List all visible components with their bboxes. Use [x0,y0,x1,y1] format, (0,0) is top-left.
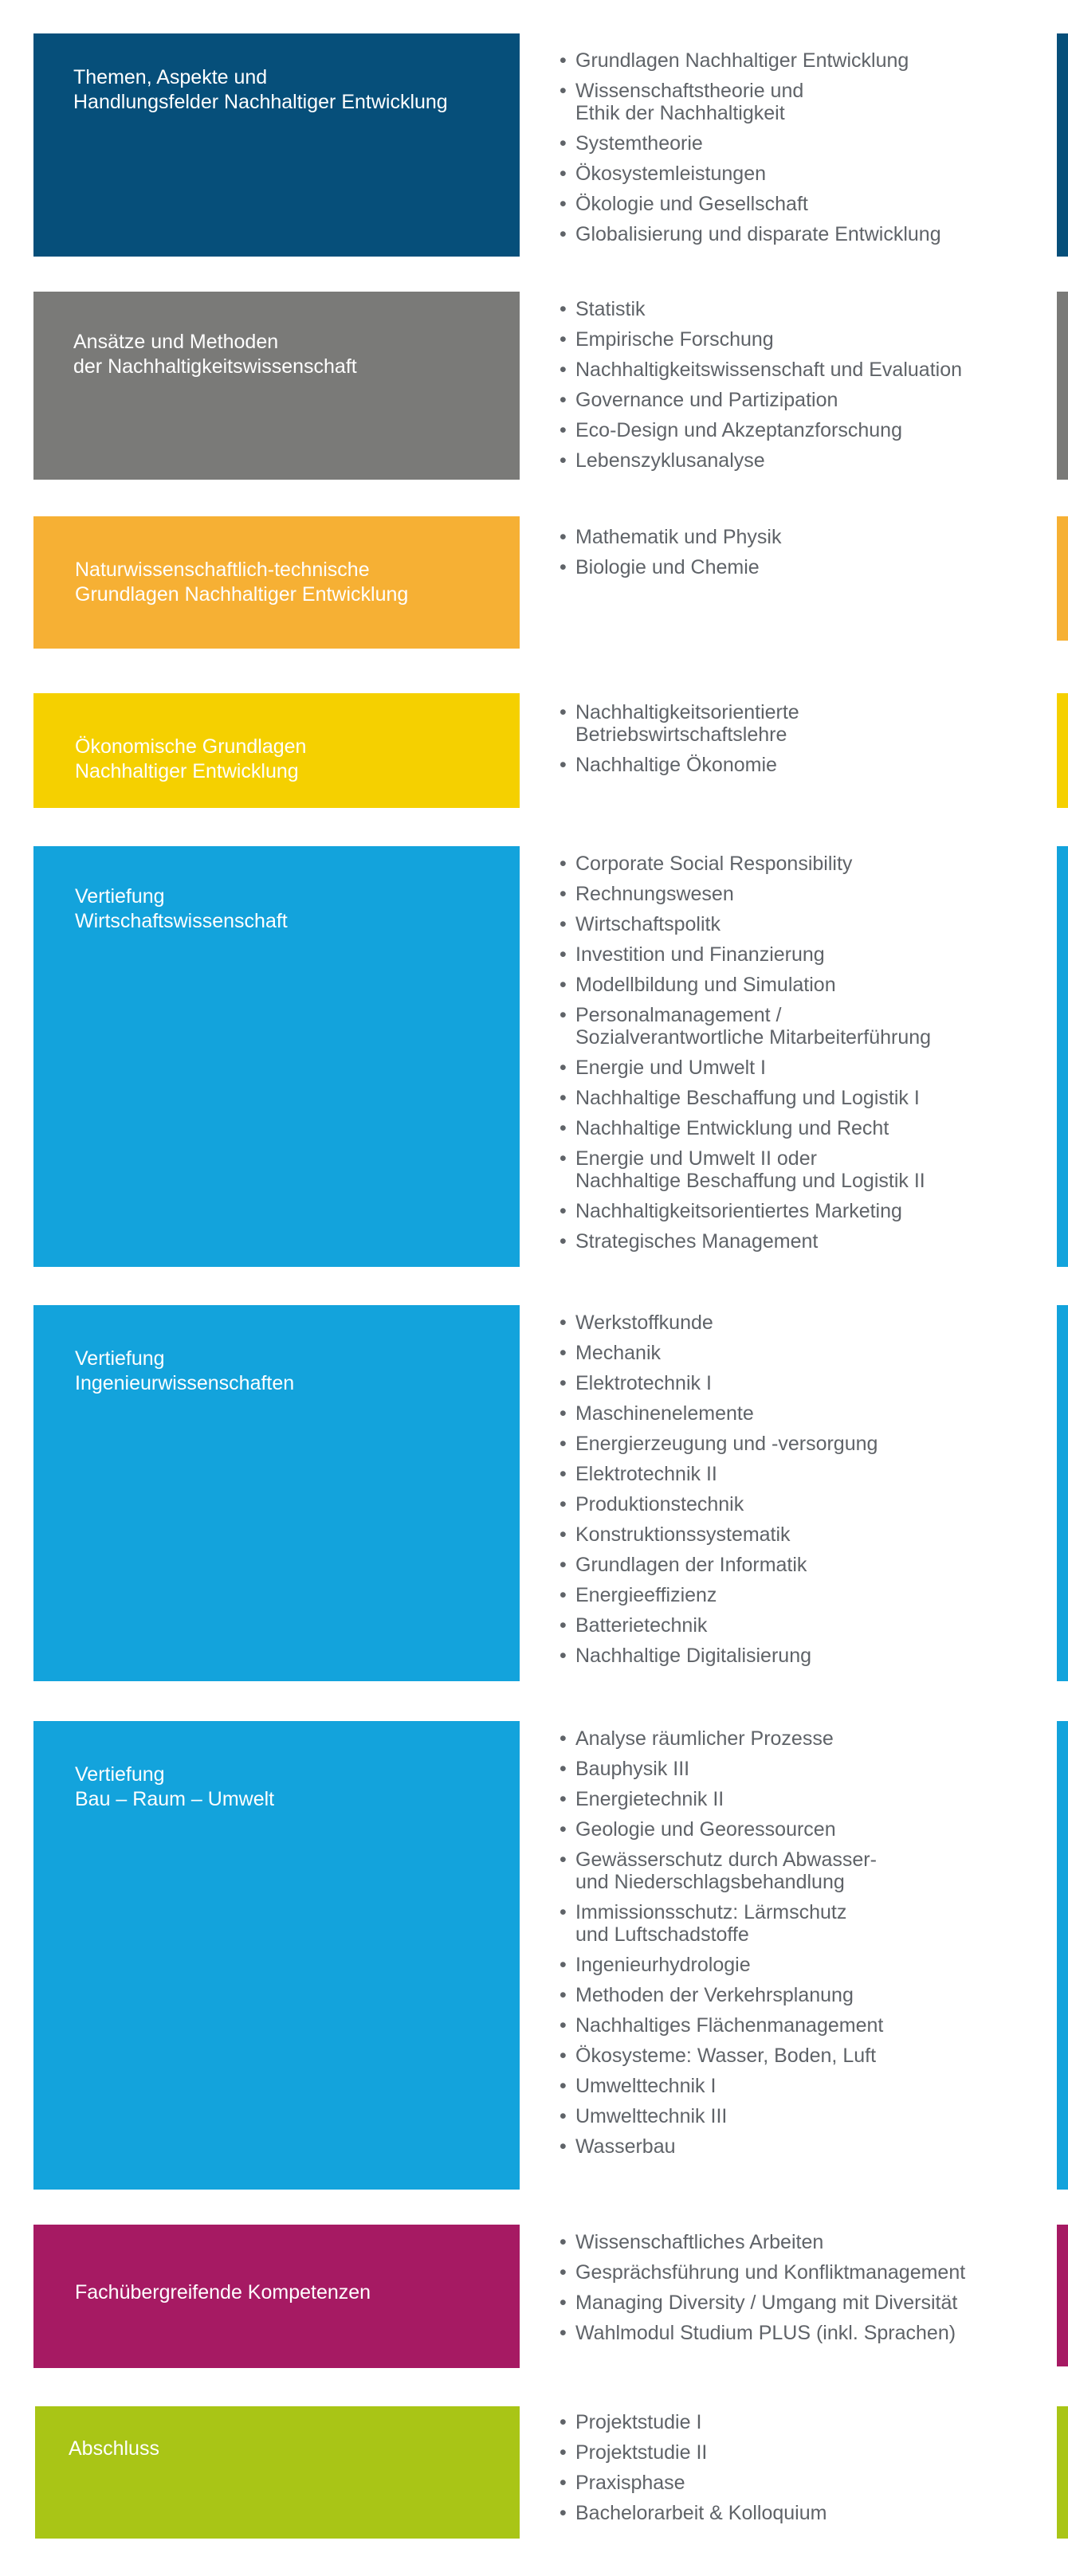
list-item: • Gewässerschutz durch Abwasser- und Niederschlagsbehandlung [560,1849,883,1893]
list-item: • Nachhaltigkeitsorientierte Betriebswirtschaftslehre [560,701,799,746]
section-block-methoden [33,292,520,480]
list-item: • Governance und Partizipation [560,389,962,411]
list-item: • Analyse räumlicher Prozesse [560,1727,883,1750]
list-item: • Rechnungswesen [560,883,931,905]
list-item: • Immissionsschutz: Lärmschutz und Luftschadstoffe [560,1901,883,1946]
list-item: • Corporate Social Responsibility [560,853,931,875]
list-item: • Energierzeugung und -versorgung [560,1433,878,1455]
list-item: • Ökosysteme: Wasser, Boden, Luft [560,2045,883,2067]
list-item: • Nachhaltige Digitalisierung [560,1645,878,1667]
section-title: Themen, Aspekte und Handlungsfelder Nachhaltiger Entwicklung [73,66,448,113]
section-block-wirtschaft [33,846,520,1267]
list-item: • Bachelorarbeit & Kolloquium [560,2502,827,2524]
list-item: • Projektstudie I [560,2411,827,2433]
list-item: • Batterietechnik [560,1614,878,1637]
section-edge-marker [1057,2406,1068,2539]
list-item: • Ingenieurhydrologie [560,1954,883,1976]
course-list-naturwissenschaft [560,526,781,586]
list-item: • Umwelttechnik III [560,2105,883,2127]
course-list-kompetenzen [560,2231,965,2352]
list-item: • Nachhaltiges Flächenmanagement [560,2014,883,2037]
list-item: • Systemtheorie [560,132,941,155]
course-list-methoden [560,298,962,480]
list-item: • Ökologie und Gesellschaft [560,193,941,215]
course-list-wirtschaft [560,853,931,1261]
list-item: • Konstruktionssystematik [560,1523,878,1546]
list-item: • Energie und Umwelt II oder Nachhaltige Beschaffung und Logistik II [560,1147,931,1192]
list-item: • Produktionstechnik [560,1493,878,1515]
list-item: • Managing Diversity / Umgang mit Diversität [560,2292,965,2314]
list-item: • Umwelttechnik I [560,2075,883,2097]
section-title: Ökonomische Grundlagen Nachhaltiger Entwicklung [75,735,307,782]
list-item: • Mathematik und Physik [560,526,781,548]
list-item: • Gesprächsführung und Konfliktmanagement [560,2261,965,2284]
list-item: • Projektstudie II [560,2441,827,2464]
list-item: • Werkstoffkunde [560,1312,878,1334]
list-item: • Energietechnik II [560,1788,883,1810]
section-edge-marker [1057,292,1068,480]
section-title: Vertiefung Bau – Raum – Umwelt [75,1763,275,1810]
list-item: • Strategisches Management [560,1230,931,1253]
section-block-naturwissenschaft [33,516,520,649]
list-item: • Elektrotechnik I [560,1372,878,1394]
section-title: Naturwissenschaftlich-technische Grundlagen Nachhaltiger Entwicklung [75,559,409,606]
list-item: • Maschinenelemente [560,1402,878,1425]
section-edge-marker [1057,2225,1068,2366]
list-item: • Biologie und Chemie [560,556,781,578]
section-block-ingenieur [33,1305,520,1681]
list-item: • Investition und Finanzierung [560,943,931,966]
list-item: • Nachhaltige Beschaffung und Logistik I [560,1087,931,1109]
section-edge-marker [1057,846,1068,1267]
course-list-bau [560,1727,883,2166]
list-item: • Globalisierung und disparate Entwicklung [560,223,941,245]
list-item: • Wirtschaftspolitk [560,913,931,935]
list-item: • Statistik [560,298,962,320]
list-item: • Mechanik [560,1342,878,1364]
section-title: Vertiefung Wirtschaftswissenschaft [75,885,288,932]
list-item: • Nachhaltige Ökonomie [560,754,799,776]
list-item: • Energieeffizienz [560,1584,878,1606]
section-edge-marker [1057,516,1068,641]
list-item: • Empirische Forschung [560,328,962,351]
list-item: • Nachhaltigkeitswissenschaft und Evaluation [560,359,962,381]
list-item: • Nachhaltige Entwicklung und Recht [560,1117,931,1139]
list-item: • Modellbildung und Simulation [560,974,931,996]
section-title: Ansätze und Methoden der Nachhaltigkeitswissenschaft [73,331,357,378]
section-edge-marker [1057,1721,1068,2190]
list-item: • Methoden der Verkehrsplanung [560,1984,883,2006]
course-list-abschluss [560,2411,827,2532]
course-list-oekonomie [560,701,799,784]
list-item: • Grundlagen Nachhaltiger Entwicklung [560,49,941,72]
course-list-ingenieur [560,1312,878,1675]
section-title: Fachübergreifende Kompetenzen [75,2281,371,2304]
list-item: • Personalmanagement / Sozialverantwortliche Mitarbeiterführung [560,1004,931,1049]
list-item: • Energie und Umwelt I [560,1057,931,1079]
section-edge-marker [1057,33,1068,257]
list-item: • Wissenschaftstheorie und Ethik der Nachhaltigkeit [560,80,941,124]
section-title: Abschluss [69,2437,159,2460]
list-item: • Elektrotechnik II [560,1463,878,1485]
section-title: Vertiefung Ingenieurwissenschaften [75,1347,295,1394]
list-item: • Ökosystemleistungen [560,163,941,185]
section-block-bau [33,1721,520,2190]
list-item: • Wasserbau [560,2135,883,2158]
section-block-oekonomie [33,693,520,808]
section-block-abschluss [35,2406,520,2539]
list-item: • Grundlagen der Informatik [560,1554,878,1576]
list-item: • Lebenszyklusanalyse [560,449,962,472]
section-edge-marker [1057,1305,1068,1681]
course-list-themen [560,49,941,253]
section-block-kompetenzen [33,2225,520,2368]
list-item: • Wissenschaftliches Arbeiten [560,2231,965,2253]
list-item: • Eco-Design und Akzeptanzforschung [560,419,962,441]
section-block-themen [33,33,520,257]
section-edge-marker [1057,693,1068,808]
list-item: • Wahlmodul Studium PLUS (inkl. Sprachen) [560,2322,965,2344]
list-item: • Bauphysik III [560,1758,883,1780]
list-item: • Praxisphase [560,2472,827,2494]
list-item: • Nachhaltigkeitsorientiertes Marketing [560,1200,931,1222]
list-item: • Geologie und Georessourcen [560,1818,883,1841]
